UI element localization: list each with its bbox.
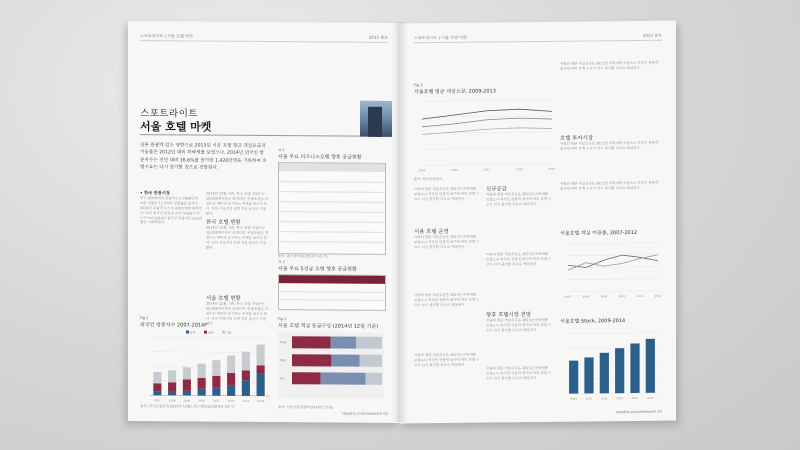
right-col3-text-2	[560, 141, 660, 152]
table2	[278, 274, 386, 311]
fig5-bar	[615, 348, 624, 393]
fig1-tick-label: 2007	[154, 399, 161, 403]
fig4-tick-label: 2007	[564, 295, 572, 299]
section-investment: 호텔 투자시장	[560, 135, 593, 142]
right-body-8: 서울의 평균 객실요금은 2013년 하락세를 보였으나 외국인 관광객 증가에 따라 호텔 수요가 다시 증가할 것으로 예상된다.	[486, 365, 552, 381]
table1-row	[279, 241, 385, 242]
lead-paragraph: 실론 관광객 감소 영향으로 2013년 서울 호텔 평균 객실요금과 가동률은 2012년 대비 하락세를 보였으나, 2014년 외국인 방문자수는 전년 대비 16.6%를 증가한 1,420만명을 기록하며 호텔수요는 다시 증가할 것으로 전망된다.	[140, 143, 267, 171]
fig5-gridline	[566, 393, 660, 394]
fig5-bar	[630, 343, 639, 393]
fig1-bar	[183, 391, 191, 396]
table2-header	[279, 275, 385, 284]
fig1-label: Fig 1	[140, 316, 149, 321]
right-col2-text-2	[486, 252, 552, 267]
fig1-tick-label: 2011	[213, 399, 220, 403]
right-header-section: 스포트라이트 | 서울 호텔 마켓	[414, 34, 467, 41]
fig1-gridline	[150, 337, 270, 338]
right-col3-text-1	[560, 61, 660, 72]
right-body-10: 서울의 평균 객실요금은 2013년 하락세를 보였으나 외국인 관광객 증가에 따라 호텔 수요가 다시 증가할 것으로 예상된다.	[560, 140, 659, 151]
spotlight-title: 스포트라이트	[140, 108, 199, 120]
middle-body-1: 2014년 12월 기준, 한국 호텔 객실수는 10,000개이하로 집계되며, 관광호텔업 객실수는 해마다 증가하는 추세를 보이고 있다. 특히 서울지역 호텔 객실 공급이 가장 많다.	[206, 191, 269, 216]
title-rule	[140, 134, 360, 137]
fig2-bar-segment	[331, 336, 357, 348]
right-footer: seoulhs.co.kr/research 03	[615, 409, 662, 415]
building-shape	[368, 107, 382, 137]
fig1-legend-swatch	[222, 331, 225, 334]
fig3-tick-label: 2010	[451, 168, 458, 172]
fig2-chart	[278, 332, 384, 399]
left-header-section: 스포트라이트 | 서울 호텔 마켓	[140, 33, 193, 39]
left-header-rule	[140, 40, 388, 43]
table2-title: 서울 주요 5성급 호텔 향후 공급현황	[278, 266, 357, 273]
fig3-gridline	[422, 148, 554, 149]
fig1-bar	[257, 344, 265, 365]
fig1-tick-label: 2014F	[256, 399, 265, 404]
fig1-tick-label: 2008	[168, 399, 176, 403]
table1-row	[279, 231, 385, 232]
fig5-bar	[584, 357, 593, 393]
middle-column-text	[206, 192, 270, 217]
right-body-2: 서울의 평균 객실요금은 2013년 하락세를 보였으나 외국인 관광객 증가에 따라 호텔 수요가 다시 증가할 것으로 예상된다.	[414, 234, 480, 250]
middle-body-2: 2014년 12월 기준, 한국 호텔 객실수는 10,000개이하로 집계되며, 관광호텔업 객실수는 해마다 증가하는 추세를 보이고 있다. 특히 서울지역 호텔 객실 공급이 가장 많다.	[206, 225, 269, 250]
fig1-bar	[227, 356, 235, 373]
fig1-gridline	[150, 352, 270, 353]
right-col2-text-4	[486, 366, 552, 381]
right-body-11: 서울의 평균 객실요금은 2013년 하락세를 보였으나 외국인 관광객 증가에 따라 호텔 수요가 다시 증가할 것으로 예상된다.	[560, 180, 659, 191]
fig1-legend-label: 일본	[208, 330, 214, 335]
fig1-legend-swatch	[186, 330, 189, 333]
section-new-supply: 신규공급	[486, 186, 507, 193]
fig3-series-line	[422, 118, 552, 127]
right-body-3: 서울의 평균 객실요금은 2013년 하락세를 보였으나 외국인 관광객 증가에 따라 호텔 수요가 다시 증가할 것으로 예상된다.	[414, 292, 480, 308]
fig3-tick-label: 2009	[418, 169, 426, 173]
table1-source: 출처: 존스랭라살(2014년 4분기)	[278, 254, 328, 259]
section-korea-hotel: 한국 호텔 현황	[206, 219, 241, 226]
table2-label: 표 2	[278, 260, 285, 265]
right-body-1: 서울의 평균 객실요금은 2013년 하락세를 보였으나 외국인 관광객 증가에 따라 호텔 수요가 다시 증가할 것으로 예상된다.	[414, 186, 480, 202]
fig5-tick-label: 2014	[647, 396, 654, 400]
fig2-bar-segment	[360, 355, 383, 367]
fig4-tick-label: 2012	[654, 294, 662, 298]
fig1-bar	[242, 370, 250, 380]
book-gutter	[392, 22, 408, 422]
fig1-bar	[153, 391, 161, 395]
fig5-title: 서울호텔 Stock, 2009-2014	[560, 318, 626, 325]
fig3-chart	[414, 96, 556, 173]
right-page	[400, 21, 676, 424]
table2-row	[279, 291, 385, 292]
fig1-tick-label: 2013	[242, 399, 250, 403]
fig1-bar	[153, 383, 161, 391]
fig5-tick-label: 2012	[616, 397, 623, 401]
fig4-tick-label: 2008	[582, 295, 590, 299]
right-col1-text-4	[414, 353, 480, 368]
table1-row	[279, 201, 385, 202]
fig1-bar	[168, 382, 176, 391]
fig1-chart	[140, 329, 272, 404]
fig3-tick-label: 2013	[548, 167, 556, 171]
section-market-outlook: 향후 호텔시장 전망	[486, 312, 532, 319]
fig2-bar-segment	[292, 354, 331, 366]
fig1-tick-label: 2009	[183, 399, 191, 403]
fig4-gridline	[568, 291, 660, 292]
table2-row	[279, 299, 385, 300]
fig3-gridline	[422, 100, 554, 101]
fig2-label: Fig 2	[278, 317, 287, 322]
fig1-bar	[198, 378, 206, 389]
table1-row	[279, 181, 385, 182]
fig1-bar	[168, 370, 176, 382]
fig1-source: 출처: 한국관광공사(2014년 12월), 존스랭라살(2014년 4분기)	[140, 404, 235, 409]
fig1-legend-label: 기타	[226, 330, 232, 335]
right-col2-text-1	[486, 192, 552, 207]
fig1-x-axis	[150, 395, 270, 396]
fig3-series-line	[422, 109, 552, 119]
fig3-tick-label: 2012	[516, 168, 523, 172]
fig4-series-line	[568, 255, 658, 270]
fig1-legend-swatch	[204, 331, 207, 334]
bullet-title: • 한국 관광시장	[140, 190, 170, 196]
fig1-bar	[257, 374, 265, 396]
table1-title: 서울 주요 비즈니스호텔 향후 공급현황	[278, 154, 362, 161]
fig3-label: Fig 3	[414, 83, 423, 88]
fig3-title: 서울호텔 평균 객실요금, 2009-2013	[414, 88, 496, 96]
fig5-tick-label: 2009	[570, 397, 577, 401]
right-header-issue: 2015 봄호	[642, 32, 662, 38]
fig5-bar	[646, 339, 655, 393]
fig2-title: 서울 호텔 객실 등급구성 (2014년 12월 기준)	[278, 323, 379, 330]
fig2-category-label: 특1급	[280, 341, 287, 345]
fig1-title: 외국인 방문자수 2007-2014F	[140, 322, 208, 329]
fig4-chart	[560, 239, 662, 300]
right-body-7: 서울의 평균 객실요금은 2013년 하락세를 보였으나 외국인 관광객 증가에 따라 호텔 수요가 다시 증가할 것으로 예상된다.	[486, 317, 552, 333]
fig1-bar	[183, 379, 191, 390]
fig5-tick-label: 2011	[601, 397, 608, 401]
page-title: 서울 호텔 마켓	[140, 120, 212, 134]
fig5-chart	[560, 327, 662, 402]
fig1-bar	[212, 360, 220, 376]
fig1-gridline	[150, 381, 270, 382]
fig1-bar	[198, 389, 206, 396]
table1-row	[279, 221, 385, 222]
table1-row	[279, 191, 385, 192]
fig1-tick-label: 2012	[227, 399, 235, 403]
fig5-bar	[600, 353, 609, 394]
section-seoul-hotel: 서울 호텔 현황	[206, 295, 241, 302]
fig2-bar-segment	[366, 373, 382, 385]
fig3-source: 출처: 한국관광공사	[414, 177, 443, 182]
section-hotel-operation: 서울 호텔 운영	[414, 228, 449, 236]
fig1-tick-label: 2010	[198, 399, 205, 403]
right-col1-text-2	[414, 235, 480, 250]
right-col1-text-3	[414, 293, 480, 308]
fig1-bar	[227, 373, 235, 386]
right-col1-text-1	[414, 187, 480, 202]
fig4-series-line	[568, 255, 658, 268]
fig1-gridline	[150, 366, 270, 367]
fig4-tick-label: 2010	[618, 295, 626, 299]
fig2-bar-segment	[321, 372, 366, 384]
fig2-bar-segment	[292, 336, 331, 348]
right-body-9: 서울의 평균 객실요금은 2013년 하락세를 보였으나 외국인 관광객 증가에 따라 호텔 수요가 다시 증가할 것으로 예상된다.	[560, 60, 659, 71]
bullet-body: 한국 방한외래객 관광객수는 2000년대 초반 연평균 12.5%의 성장률을 보이며 2014년 관광객 수가 1,420만명에 달하였다. 특히 중국인 방문객 수의 성장률이 두드러지며 2014년 중국인 관광객은 612만명을 기록하였다.	[140, 196, 202, 225]
fig2-category-label: 특2급	[280, 359, 287, 363]
fig3-gridline	[422, 164, 554, 165]
fig2-source: 출처: 서울시관광협회(2014년 12월)	[278, 405, 333, 410]
fig3-series-line	[422, 127, 552, 134]
fig2-bar-segment	[292, 372, 321, 384]
fig4-gridline	[568, 279, 660, 280]
fig2-category-label: 1급	[280, 377, 285, 381]
left-column-text	[140, 191, 202, 226]
fig1-bar	[242, 380, 250, 396]
left-header-issue: 2015 봄호	[368, 34, 388, 40]
right-col3-text-3	[560, 181, 660, 192]
fig1-bar	[153, 372, 161, 383]
fig4-tick-label: 2009	[600, 295, 608, 299]
table1	[278, 162, 386, 255]
table1-row	[279, 211, 385, 212]
fig1-bar	[242, 352, 250, 371]
fig1-bar	[227, 386, 235, 396]
fig1-bar	[198, 364, 206, 378]
left-page	[128, 21, 400, 423]
fig5-tick-label: 2010	[585, 397, 593, 401]
table1-label: 표 1	[278, 148, 285, 153]
fig5-bar	[569, 361, 578, 394]
fig3-tick-label: 2011	[483, 168, 491, 172]
fig4-tick-label: 2011	[636, 294, 644, 298]
middle-column-text-3	[206, 302, 270, 327]
right-body-5: 서울의 평균 객실요금은 2013년 하락세를 보였으나 외국인 관광객 증가에 따라 호텔 수요가 다시 증가할 것으로 예상된다.	[486, 191, 552, 207]
fig5-gridline	[566, 333, 660, 334]
fig4-title: 서울호텔 객실 이용률, 2007-2012	[560, 229, 638, 237]
fig1-bar	[212, 376, 220, 388]
fig2-bar-segment	[331, 354, 359, 366]
hotel-photo	[360, 101, 392, 137]
right-body-6: 서울의 평균 객실요금은 2013년 하락세를 보였으나 외국인 관광객 증가에 따라 호텔 수요가 다시 증가할 것으로 예상된다.	[486, 251, 552, 267]
right-body-4: 서울의 평균 객실요금은 2013년 하락세를 보였으나 외국인 관광객 증가에 따라 호텔 수요가 다시 증가할 것으로 예상된다.	[414, 352, 480, 368]
fig4-gridline	[568, 255, 660, 256]
fig1-bar	[257, 365, 265, 373]
right-col2-text-3	[486, 318, 552, 333]
fig1-bar	[168, 391, 176, 395]
left-footer: seoulhs.co.kr/research 02	[341, 411, 388, 416]
fig1-bar	[183, 367, 191, 379]
fig5-tick-label: 2013	[631, 396, 639, 401]
fig2-bar-segment	[356, 337, 382, 349]
middle-column-text-2	[206, 226, 270, 251]
table1-header	[279, 163, 385, 172]
fig4-gridline	[568, 243, 660, 244]
fig1-legend-label: 중국	[190, 330, 196, 335]
middle-body-3: 2014년 12월 기준, 한국 호텔 객실수는 10,000개이하로 집계되며, 관광호텔업 객실수는 해마다 증가하는 추세를 보이고 있다. 특히 서울지역 호텔 객실 공급이 가장 많다.	[206, 301, 269, 326]
fig1-bar	[212, 388, 220, 396]
